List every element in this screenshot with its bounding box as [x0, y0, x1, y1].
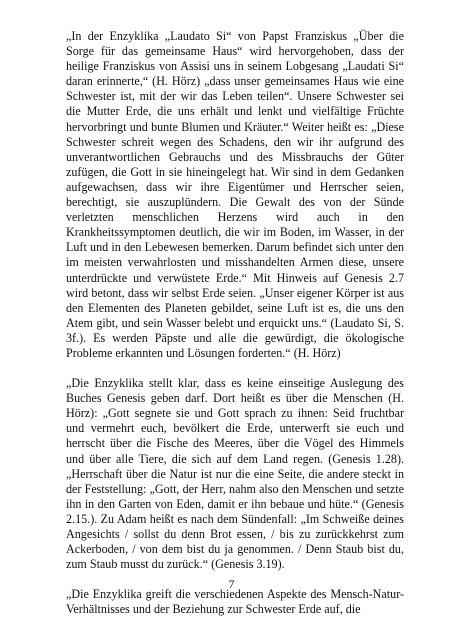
body-text [66, 29, 404, 632]
paragraph-laudato-si: „In der Enzyklika „Laudato Si“ von Papst Franziskus „Über die Sorge für das gemeinsame Haus“ wird hervorgehoben, dass der heilige Franziskus von Assisi uns in seinem Lobgesang „Laudati Si“ daran erinnerte,“ (H. Hörz) „dass unser gemeinsames Haus wie eine Schwester ist, mit der wir das Leben teilen“. Unsere Schwester sei die Mutter Erde, die uns erhält und lenkt und vielfältige Früchte hervorbringt und bunte Blumen und Kräuter.“ Weiter heißt es: „Diese Schwester schreit wegen des Schadens, den wir ihr aufgrund des unverantwortlichen Gebrauchs und des Missbrauchs der Güter zufügen, die Gott in sie hineingelegt hat. Wir sind in dem Gedanken aufgewachsen, dass wir ihre Eigentümer und Herrscher seien, berechtigt, sie auszuplündern. Die Gewalt des von der Sünde verletzten menschlichen Herzens wird auch in den Krankheitssymptomen deutlich, die wir im Boden, im Wasser, in der Luft und in den Lebewesen bemerken. Darum befindet sich unter den im meisten verwahrlosten und misshandelten Armen diese, unsere unterdrückte und verwüstete Erde.“ Mit Hinweis auf Genesis 2.7 wird betont, dass wir selbst Erde seien. „Unser eigener Körper ist aus den Elementen des Planeten gebildet, seine Luft ist es, die uns den Atem gibt, und sein Wasser belebt und erquickt uns.“ (Laudato Si, S. 3f.). Es werden Päpste und alle die gewürdigt, die ökologische Probleme erkannten und Lösungen forderten.“ (H. Hörz) [66, 29, 404, 360]
page-number: 7 [228, 577, 235, 591]
paragraph-enzyklika-aspekte: „Die Enzyklika greift die verschiedenen Aspekte des Mensch-Natur-Verhältnisses und der Beziehung zur Schwester Erde auf, die [66, 587, 404, 617]
paragraph-genesis: „Die Enzyklika stellt klar, dass es keine einseitige Auslegung des Buches Genesis geben darf. Dort heißt es über die Menschen (H. Hörz): „Gott segnete sie und Gott sprach zu ihnen: Seid fruchtbar und vermehrt euch, bevölkert die Erde, unterwerft sie euch und herrscht über die Fische des Meeres, über die Vögel des Himmels und über alle Tiere, die sich auf dem Land regen. (Genesis 1.28). „Herrschaft über die Natur ist nur die eine Seite, die andere steckt in der Feststellung: „Gott, der Herr, nahm also den Menschen und setzte ihn in den Garten von Eden, damit er ihn bebaue und hüte.“ (Genesis 2.15.). Zu Adam heißt es nach dem Sündenfall: „Im Schweiße deines Angesichts / sollst du denn Brot essen, / bis zu zurückkehrst zum Ackerboden, / von dem bist du ja genommen. / Denn Staub bist du, zum Staub musst du zurück.“ (Genesis 3.19). [66, 376, 404, 572]
